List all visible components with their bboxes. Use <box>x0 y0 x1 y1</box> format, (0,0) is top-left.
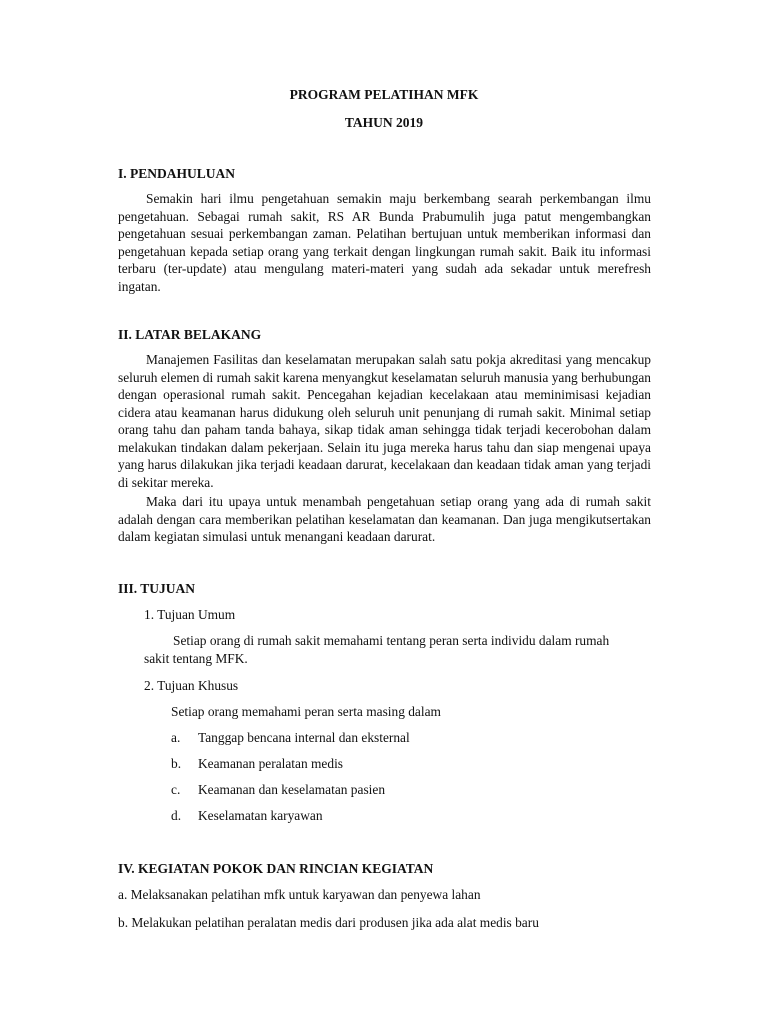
list-letter: b. <box>171 756 182 771</box>
paragraph-text: Maka dari itu upaya untuk menambah pengetahuan setiap orang yang ada di rumah sakit adalah dengan cara memberikan pelatihan keselamatan dan keamanan. Dan juga mengikutsertakan dalam kegiatan simulasi untuk menangani keadaan darurat. <box>118 494 651 544</box>
tujuan-khusus-intro: Setiap orang memahami peran serta masing dalam <box>171 704 441 719</box>
list-text: Keamanan dan keselamatan pasien <box>198 782 386 797</box>
document-title: PROGRAM PELATIHAN MFK <box>289 87 479 102</box>
paragraph-pendahuluan <box>118 190 651 295</box>
tujuan-umum-text <box>144 632 634 667</box>
section-heading-latar-belakang: II. LATAR BELAKANG <box>118 327 262 342</box>
list-item <box>171 781 385 799</box>
tujuan-khusus-label: 2. Tujuan Khusus <box>144 678 239 693</box>
paragraph-text: Manajemen Fasilitas dan keselamatan merupakan salah satu pokja akreditasi yang mencakup seluruh elemen di rumah sakit karena menyangkut keselamatan seluruh manusia yang berhubungan dengan operasional rumah sakit. Pencegahan kejadian kecelakaan atau meminimisasi kejadian cidera atau keamanan harus didukung oleh seluruh unit penunjang di rumah sakit. Minimal setiap orang tahu dan paham tanda bahaya, sikap tidak aman sehingga tidak terjadi kecerobohan dalam melakukan tindakan dalam pekerjaan. Selain itu juga mereka harus tahu dan siap mengenai upaya yang harus dilakukan jika terjadi keadaan darurat, kecelakaan dan keadaan tidak aman yang terjadi di sekitar mereka. <box>118 352 651 490</box>
list-item <box>171 755 343 773</box>
kegiatan-item-a: a. Melaksanakan pelatihan mfk untuk karyawan dan penyewa lahan <box>118 887 481 902</box>
list-text: Keamanan peralatan medis <box>198 756 343 771</box>
paragraph-latar-belakang-2 <box>118 493 651 546</box>
document-year: TAHUN 2019 <box>344 115 424 130</box>
list-letter: d. <box>171 808 182 823</box>
section-heading-pendahuluan: I. PENDAHULUAN <box>118 166 236 181</box>
paragraph-text: Semakin hari ilmu pengetahuan semakin maju berkembang searah perkembangan ilmu pengetahuan. Sebagai rumah sakit, RS AR Bunda Prabumulih juga patut mengembangkan pengetahuan sesuai perkembangan zaman. Pelatihan bertujuan untuk memberikan informasi dan pengetahuan kepada setiap orang yang terkait dengan lingkungan rumah sakit. Baik itu informasi terbaru (ter-update) atau mengulang materi-materi yang sudah ada sekadar untuk merefresh ingatan. <box>118 191 651 294</box>
tujuan-umum-label: 1. Tujuan Umum <box>144 607 236 622</box>
paragraph-text: Setiap orang di rumah sakit memahami tentang peran serta individu dalam rumah sakit tentang MFK. <box>144 633 610 666</box>
list-letter: a. <box>171 730 181 745</box>
list-text: Tanggap bencana internal dan eksternal <box>198 730 410 745</box>
list-text: Keselamatan karyawan <box>198 808 323 823</box>
section-heading-kegiatan: IV. KEGIATAN POKOK DAN RINCIAN KEGIATAN <box>118 861 434 876</box>
list-item <box>171 807 323 825</box>
list-item <box>171 729 410 747</box>
kegiatan-item-b: b. Melakukan pelatihan peralatan medis dari produsen jika ada alat medis baru <box>118 915 539 930</box>
list-letter: c. <box>171 782 181 797</box>
paragraph-latar-belakang-1 <box>118 351 651 491</box>
section-heading-tujuan: III. TUJUAN <box>118 581 196 596</box>
